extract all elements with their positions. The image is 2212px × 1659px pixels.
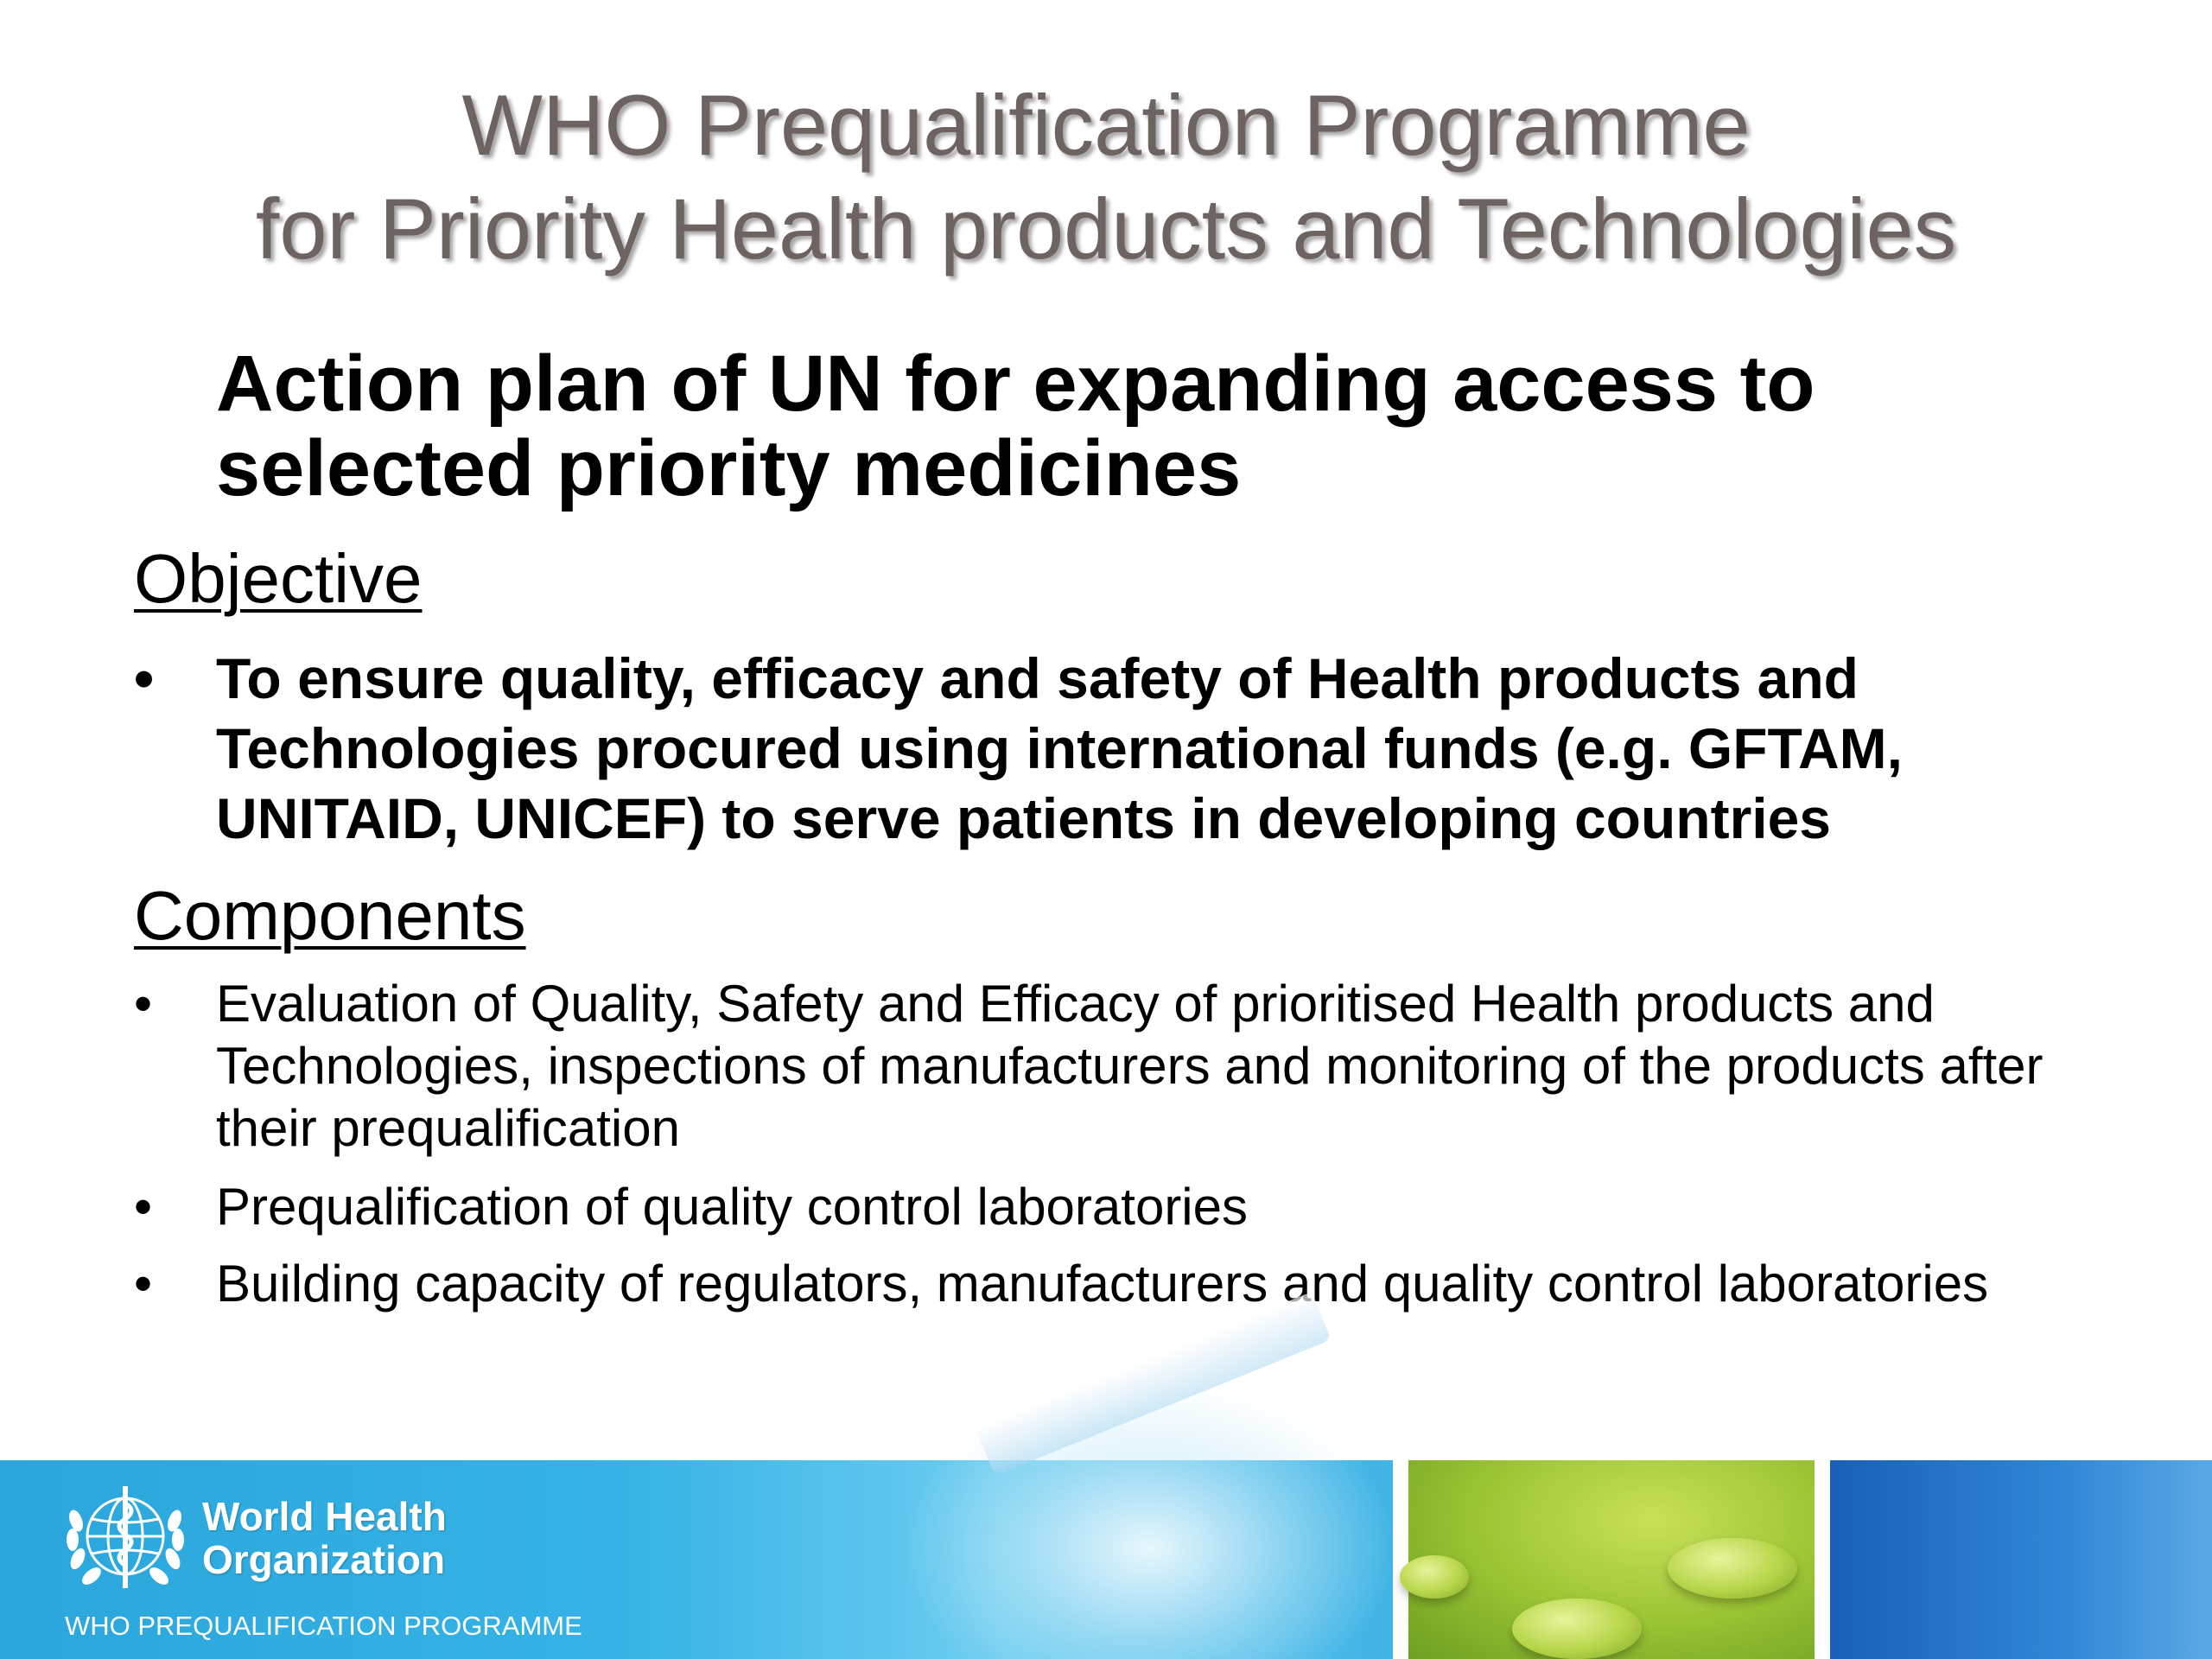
objective-bullet-text: To ensure quality, efficacy and safety of Health products and Technologies procured using international funds (e.g. GFTAM, UNITAID, UNICEF) to serve patients in developing countries <box>216 646 1903 850</box>
footer-panel-lab <box>1830 1460 2212 1659</box>
who-emblem-icon <box>60 1478 190 1599</box>
footer-banner <box>0 1460 2212 1659</box>
org-name <box>202 1495 447 1581</box>
components-bullet-3 <box>134 1253 2147 1315</box>
components-bullet-1 <box>134 973 2147 1160</box>
components-bullet-text-2: Prequalification of quality control laboratories <box>216 1178 1248 1236</box>
who-logo <box>60 1478 447 1599</box>
slide-title-line-1: WHO Prequalification Programme <box>461 77 1751 173</box>
footer-divider <box>1393 1460 1408 1659</box>
org-name-line-1: World Health <box>202 1494 447 1539</box>
slide-heading-line-2: selected priority medicines <box>216 424 1242 512</box>
slide-heading <box>216 341 2117 511</box>
pill-image <box>1400 1555 1469 1599</box>
pill-image <box>1512 1599 1642 1659</box>
components-bullet-text-3: Building capacity of regulators, manufacturers and quality control laboratories <box>216 1255 1989 1313</box>
footer-glow <box>907 1382 1391 1659</box>
footer-divider <box>1815 1460 1830 1659</box>
components-bullet-text-1: Evaluation of Quality, Safety and Efficacy of prioritised Health products and Technologies, inspections of manufacturers and monitoring of the products after their prequalification <box>216 975 2044 1157</box>
objective-bullet <box>134 644 2147 854</box>
bullet-marker: • <box>134 646 155 710</box>
objective-label: Objective <box>134 540 423 617</box>
bullet-marker: • <box>134 1178 153 1236</box>
components-bullet-2 <box>134 1176 2147 1238</box>
org-name-line-2: Organization <box>202 1537 446 1582</box>
components-label: Components <box>134 877 526 954</box>
bullet-marker: • <box>134 975 153 1033</box>
pill-image <box>1668 1538 1797 1599</box>
programme-label: WHO PREQUALIFICATION PROGRAMME <box>65 1611 582 1641</box>
footer-panel-pills <box>1408 1460 1815 1659</box>
slide-heading-line-1: Action plan of UN for expanding access to <box>216 340 1815 428</box>
slide-title <box>0 73 2212 281</box>
slide-title-line-2: for Priority Health products and Technologies <box>255 181 1957 276</box>
bullet-marker: • <box>134 1255 153 1313</box>
